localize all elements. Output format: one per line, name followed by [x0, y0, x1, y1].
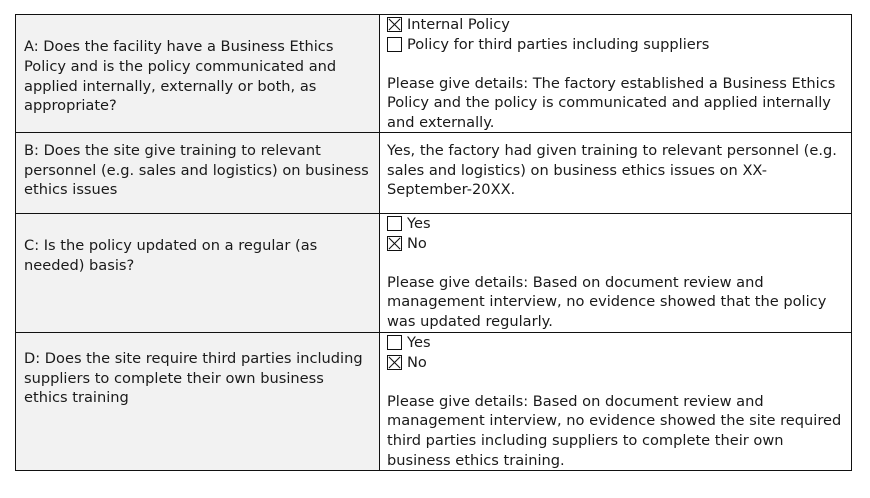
- option-yes[interactable]: [387, 333, 845, 353]
- checkbox-checked-icon[interactable]: [387, 236, 402, 251]
- answer-cell: [380, 333, 851, 470]
- question-text: C: Is the policy updated on a regular (as needed) basis?: [24, 237, 318, 274]
- question-cell: [16, 214, 380, 332]
- answer-cell: [380, 133, 851, 213]
- option-internal-policy[interactable]: [387, 15, 845, 35]
- option-label: No: [407, 234, 427, 252]
- table-row: [16, 332, 851, 470]
- question-text: D: Does the site require third parties including suppliers to complete their own business ethics training: [24, 350, 363, 407]
- option-label: Yes: [407, 334, 431, 351]
- spacer: [387, 372, 845, 392]
- option-label: Policy for third parties including suppliers: [407, 35, 710, 53]
- answer-cell: [380, 15, 851, 132]
- question-cell: [16, 133, 380, 213]
- option-no[interactable]: [387, 353, 845, 373]
- answer-cell: [380, 214, 851, 332]
- table-row: [16, 213, 851, 332]
- option-third-party-policy[interactable]: [387, 35, 845, 55]
- answer-text: Yes, the factory had given training to relevant personnel (e.g. sales and logistics) on business ethics issues on XX-September-20XX.: [387, 142, 837, 199]
- table-row: [16, 15, 851, 132]
- details-text: Please give details: The factory established a Business Ethics Policy and the policy is communicated and applied internally and externally.: [387, 74, 836, 131]
- question-text: B: Does the site give training to relevant personnel (e.g. sales and logistics) on business ethics issues: [24, 142, 369, 199]
- option-no[interactable]: [387, 234, 845, 254]
- spacer: [387, 54, 845, 74]
- option-label: Internal Policy: [407, 16, 510, 33]
- checkbox-checked-icon[interactable]: [387, 17, 402, 32]
- question-cell: [16, 15, 380, 132]
- checkbox-unchecked-icon[interactable]: [387, 37, 402, 52]
- option-label: No: [407, 353, 427, 371]
- option-label: Yes: [407, 215, 431, 232]
- details-text: Please give details: Based on document review and management interview, no evidence showed the site required third parties including suppliers to complete their own business ethics training.: [387, 392, 842, 469]
- business-ethics-table: [15, 14, 852, 471]
- details-text: Please give details: Based on document review and management interview, no evidence showed that the policy was updated regularly.: [387, 273, 827, 330]
- option-yes[interactable]: [387, 214, 845, 234]
- spacer: [387, 253, 845, 273]
- checkbox-unchecked-icon[interactable]: [387, 335, 402, 350]
- question-cell: [16, 333, 380, 470]
- table-row: [16, 132, 851, 213]
- checkbox-checked-icon[interactable]: [387, 355, 402, 370]
- question-text: A: Does the facility have a Business Ethics Policy and is the policy communicated and applied internally, externally or both, as appropriate?: [24, 38, 337, 115]
- checkbox-unchecked-icon[interactable]: [387, 216, 402, 231]
